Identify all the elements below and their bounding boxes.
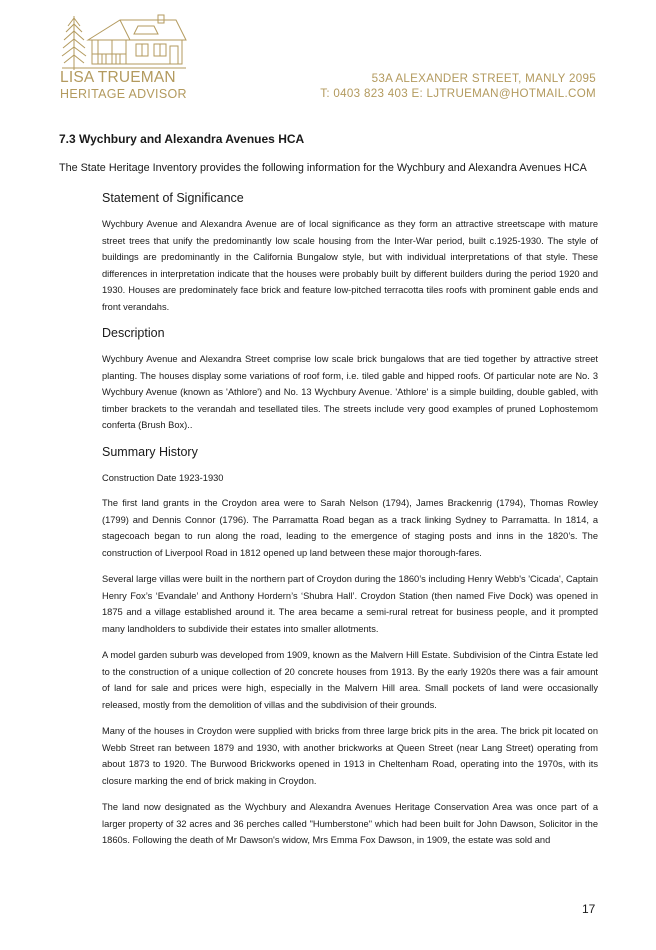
history-paragraph: Several large villas were built in the northern part of Croydon during the 1860’s including Henry Webb's 'Cicada', Captain Henry Fox’s ‘Evandale’ and Anthony Hordern’s ‘Shubra Hall’. Croydon Station (then named Five Dock) was opened in 1875 and a village established around it. The area became a semi-rural retreat for business people, and it prompted many landholders to subdivide their estates into smaller allotments. bbox=[102, 574, 598, 634]
header-address: 53A ALEXANDER STREET, MANLY 2095 bbox=[371, 72, 596, 85]
brand-subtitle: HERITAGE ADVISOR bbox=[60, 87, 187, 101]
history-paragraph: The first land grants in the Croydon area were to Sarah Nelson (1794), James Brackenrig (1794), Thomas Rowley (1799) and Dennis Connor (1796). The Parramatta Road began as a track linking Sydney to Parramatta. In 1814, a stagecoach began to run along the road, leading to the emergence of staging posts and inns in the 1820’s. The construction of Liverpool Road in 1812 opened up land between these major thorough-fares. bbox=[102, 498, 598, 558]
history-paragraph: The land now designated as the Wychbury and Alexandra Avenues Heritage Conservation Area was once part of a larger property of 32 acres and 36 perches called "Humberstone" which had been built for John Dawson, Solicitor in the 1860s. Following the death of Mr Dawson's widow, Mrs Emma Fox Dawson, in 1909, the estate was sold and bbox=[102, 802, 598, 845]
section-intro: The State Heritage Inventory provides the following information for the Wychbury and Alexandra Avenues HCA bbox=[59, 162, 587, 174]
significance-heading: Statement of Significance bbox=[102, 191, 244, 205]
logo-graphic bbox=[58, 12, 190, 72]
history-heading: Summary History bbox=[102, 444, 198, 459]
brand-name: LISA TRUEMAN bbox=[60, 69, 176, 86]
history-paragraph: A model garden suburb was developed from 1909, known as the Malvern Hill Estate. Subdivision of the Cintra Estate led to the construction of a unique collection of 20 concrete houses from 1913. By the early 1920s there was a fair amount of land for sale and prices were high, especially in the Malvern Hill area. Small pockets of land were occasionally released, mostly from the demolition of villas and the subdivision of their grounds. bbox=[102, 650, 598, 710]
description-text: Wychbury Avenue and Alexandra Street comprise low scale brick bungalows that are tied together by attractive street planting. The houses display some variations of roof form, i.e. tiled gable and hipped roofs. Of particular note are No. 3 Wychbury Avenue (known as 'Athlore') and No. 13 Wychbury Avenue. 'Athlore' is a simple building, double gabled, with timber brackets to the verandah and tesellated tiles. The streets include very good examples of pruned Lophostemom conferta (Brush Box).. bbox=[102, 354, 598, 430]
construction-date: Construction Date 1923-1930 bbox=[102, 472, 224, 483]
header-contact: T: 0403 823 403 E: LJTRUEMAN@HOTMAIL.COM bbox=[320, 87, 596, 100]
history-paragraph: Many of the houses in Croydon were supplied with bricks from three large brick pits in the area. The brick pit located on Webb Street ran between 1879 and 1930, with another brickworks at Queen Street (near Lang Street) operating from about 1873 to 1920. The Burwood Brickworks opened in 1913 in Cheltenham Road, operating into the 1970s, with its closure marking the end of brick making in Croydon. bbox=[102, 726, 598, 786]
section-title: 7.3 Wychbury and Alexandra Avenues HCA bbox=[59, 132, 305, 146]
description-heading: Description bbox=[102, 326, 165, 340]
main-content bbox=[102, 190, 598, 859]
significance-text: Wychbury Avenue and Alexandra Avenue are of local significance as they form an attractive streetscape with mature street trees that unify the predominantly low scale housing from the Inter-War period, built c.1925-1930. The style of buildings are predominantly in the California Bungalow style, but with individual interpretations of that style. These differences in interpretation indicate that the houses were probably built by different builders during the period 1920 and 1930. Houses are predominately face brick and feature low-pitched terracotta tiles roofs with prominent gable ends and front verandahs. bbox=[102, 219, 598, 312]
tree-and-bungalow-logo-icon bbox=[58, 12, 190, 72]
page-number: 17 bbox=[582, 902, 596, 916]
